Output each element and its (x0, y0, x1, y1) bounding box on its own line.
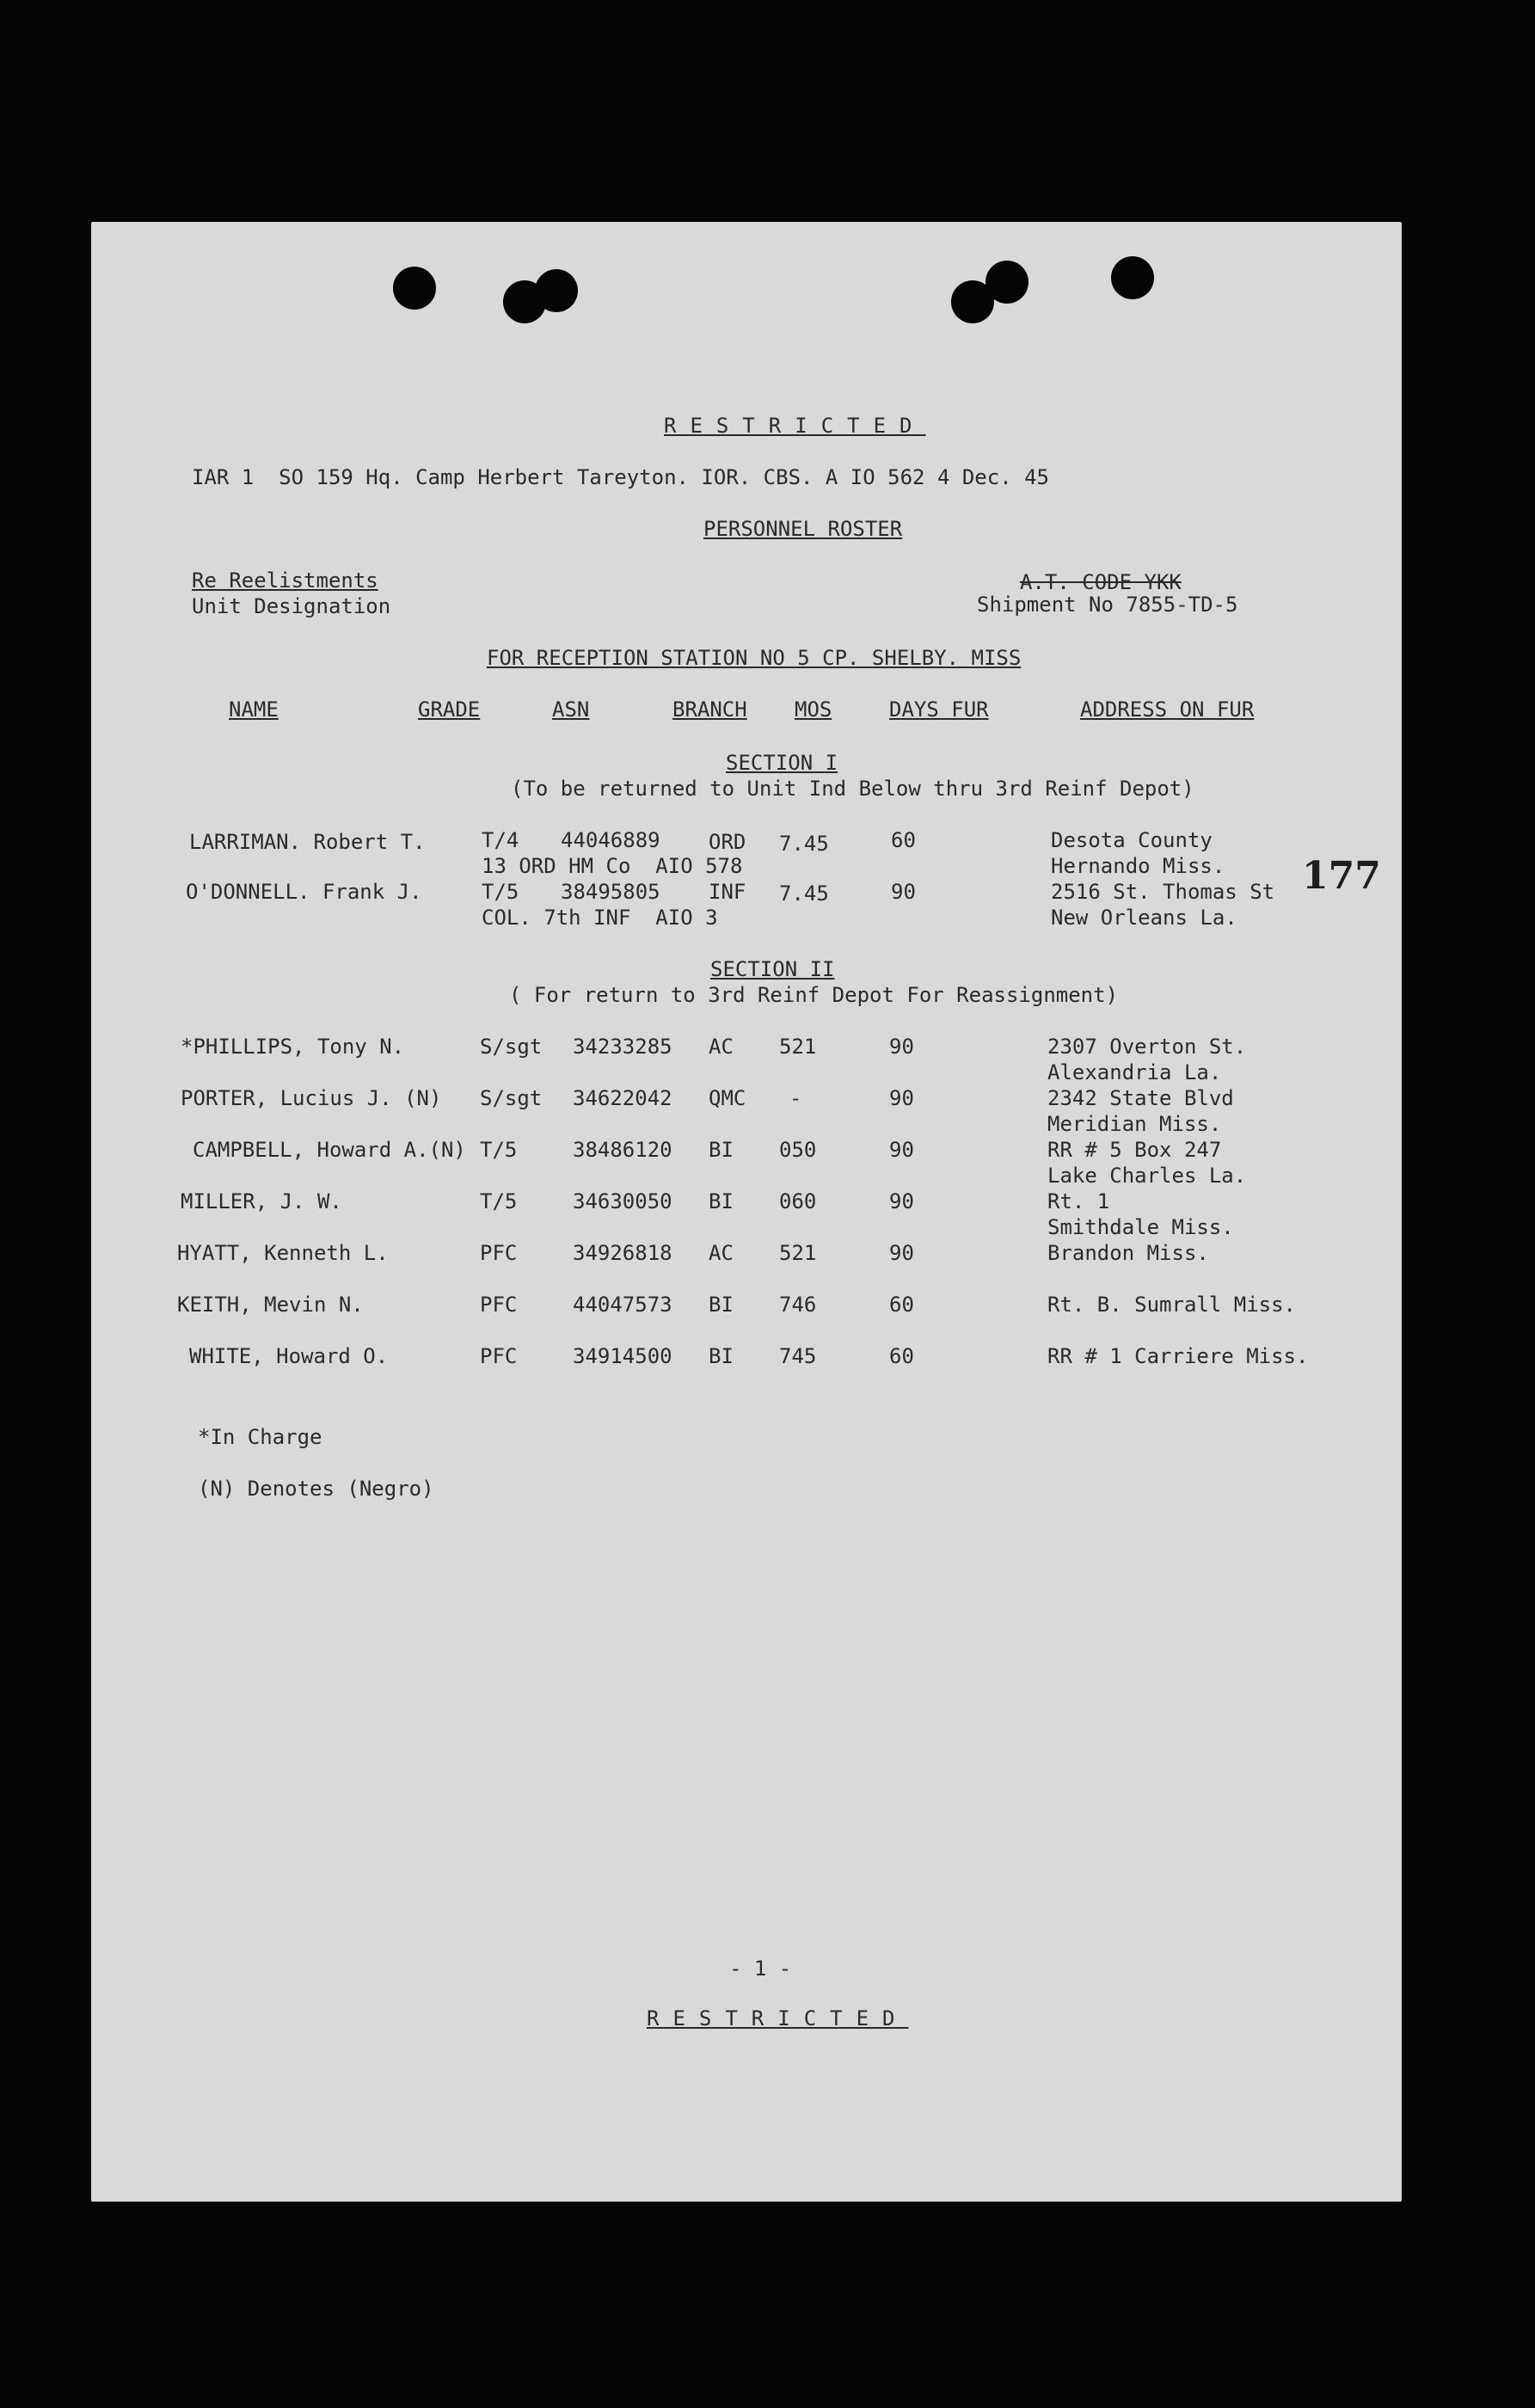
section-2-title: SECTION II (710, 957, 835, 981)
table-row-name: WHITE, Howard O. (189, 1344, 389, 1368)
table-row-address-2: Smithdale Miss. (1047, 1215, 1234, 1239)
classification-footer: RESTRICTED (647, 2006, 909, 2030)
table-row-days: 90 (891, 880, 916, 904)
table-row-asn: 38495805 (561, 880, 660, 904)
table-row-grade: S/sgt (480, 1035, 543, 1059)
table-row-asn: 34914500 (573, 1344, 672, 1368)
column-header-mos: MOS (795, 697, 832, 722)
code-line: A.T. CODE YKK (1020, 570, 1182, 594)
table-row-branch: BI (709, 1293, 734, 1317)
punch-hole (393, 267, 436, 310)
table-row-days: 90 (889, 1241, 914, 1265)
table-row-mos: 746 (779, 1293, 817, 1317)
table-row-branch: QMC (709, 1086, 746, 1110)
in-charge-note: *In Charge (198, 1425, 322, 1449)
table-row-days: 90 (889, 1189, 914, 1213)
classification-header: RESTRICTED (664, 414, 926, 438)
table-row-branch: ORD (709, 830, 746, 854)
table-row-name: CAMPBELL, Howard A.(N) (193, 1138, 466, 1162)
punch-hole (535, 269, 578, 312)
table-row-name: LARRIMAN. Robert T. (189, 830, 426, 854)
table-row-grade: T/5 (480, 1189, 518, 1213)
table-row-address-1: RR # 5 Box 247 (1047, 1138, 1222, 1162)
table-row-days: 60 (889, 1344, 914, 1368)
table-row-days: 90 (889, 1035, 914, 1059)
section-1-subtitle: (To be returned to Unit Ind Below thru 3rd Reinf Depot) (511, 777, 1194, 801)
unit-designation-label: Unit Designation (192, 594, 391, 618)
table-row-address-1: Rt. B. Sumrall Miss. (1047, 1293, 1296, 1317)
table-row-name: MILLER, J. W. (181, 1189, 342, 1213)
table-row-days: 90 (889, 1086, 914, 1110)
table-row-mos: - (789, 1086, 802, 1110)
table-row-branch: AC (709, 1035, 734, 1059)
table-row-unit: 13 ORD HM Co AIO 578 (482, 854, 743, 878)
table-row-grade: S/sgt (480, 1086, 543, 1110)
table-row-asn: 44047573 (573, 1293, 672, 1317)
table-row-mos: 7.45 (779, 882, 829, 906)
table-row-name: HYATT, Kenneth L. (177, 1241, 389, 1265)
order-line: IAR 1 SO 159 Hq. Camp Herbert Tareyton. IOR. CBS. A IO 562 4 Dec. 45 (192, 465, 1049, 489)
table-row-address-1: RR # 1 Carriere Miss. (1047, 1344, 1309, 1368)
section-1-title: SECTION I (726, 751, 838, 775)
table-row-branch: BI (709, 1189, 734, 1213)
punch-hole (1111, 256, 1154, 299)
table-row-branch: BI (709, 1344, 734, 1368)
table-row-address-1: Brandon Miss. (1047, 1241, 1209, 1265)
table-row-unit: COL. 7th INF AIO 3 (482, 906, 718, 930)
column-header-days-fur: DAYS FUR (889, 697, 989, 722)
table-row-mos: 050 (779, 1138, 817, 1162)
reenlistments-label: Re Reelistments (192, 568, 378, 593)
table-row-asn: 38486120 (573, 1138, 672, 1162)
table-row-asn: 34630050 (573, 1189, 672, 1213)
table-row-address-1: 2342 State Blvd (1047, 1086, 1234, 1110)
column-header-branch: BRANCH (672, 697, 747, 722)
column-header-grade: GRADE (418, 697, 481, 722)
punch-hole (985, 261, 1028, 304)
shipment-line: Shipment No 7855-TD-5 (977, 593, 1238, 617)
table-row-address-1: 2516 St. Thomas St (1051, 880, 1275, 904)
table-row-grade: T/5 (480, 1138, 518, 1162)
table-row-grade: PFC (480, 1344, 518, 1368)
table-row-branch: BI (709, 1138, 734, 1162)
table-row-days: 90 (889, 1138, 914, 1162)
table-row-name: KEITH, Mevin N. (177, 1293, 364, 1317)
table-row-asn: 34926818 (573, 1241, 672, 1265)
column-header-name: NAME (229, 697, 279, 722)
table-row-grade: T/4 (482, 828, 519, 852)
table-row-address-1: Desota County (1051, 828, 1213, 852)
table-row-address-2: Meridian Miss. (1047, 1112, 1222, 1136)
table-row-name: PORTER, Lucius J. (N) (181, 1086, 442, 1110)
table-row-grade: PFC (480, 1241, 518, 1265)
table-row-grade: T/5 (482, 880, 519, 904)
table-row-asn: 34622042 (573, 1086, 672, 1110)
table-row-mos: 521 (779, 1241, 817, 1265)
table-row-days: 60 (891, 828, 916, 852)
roster-title: PERSONNEL ROSTER (703, 517, 903, 541)
table-row-mos: 521 (779, 1035, 817, 1059)
table-row-branch: AC (709, 1241, 734, 1265)
table-row-asn: 34233285 (573, 1035, 672, 1059)
table-row-mos: 745 (779, 1344, 817, 1368)
negro-denotation-note: (N) Denotes (Negro) (198, 1477, 434, 1501)
page-number: - 1 - (729, 1956, 792, 1981)
section-2-subtitle: ( For return to 3rd Reinf Depot For Reassignment) (509, 983, 1119, 1007)
table-row-address-1: 2307 Overton St. (1047, 1035, 1247, 1059)
column-header-asn: ASN (552, 697, 590, 722)
document-page (91, 222, 1402, 2202)
table-row-days: 60 (889, 1293, 914, 1317)
column-header-address: ADDRESS ON FUR (1080, 697, 1255, 722)
table-row-grade: PFC (480, 1293, 518, 1317)
table-row-address-1: Rt. 1 (1047, 1189, 1110, 1213)
handwritten-page-number: 177 (1302, 854, 1381, 898)
table-row-asn: 44046889 (561, 828, 660, 852)
table-row-mos: 060 (779, 1189, 817, 1213)
table-row-branch: INF (709, 880, 746, 904)
table-row-address-2: Alexandria La. (1047, 1060, 1222, 1084)
table-row-mos: 7.45 (779, 832, 829, 856)
table-row-name: *PHILLIPS, Tony N. (181, 1035, 405, 1059)
reception-station: FOR RECEPTION STATION NO 5 CP. SHELBY. MISS (487, 646, 1022, 670)
table-row-address-2: Hernando Miss. (1051, 854, 1225, 878)
table-row-address-2: New Orleans La. (1051, 906, 1237, 930)
table-row-address-2: Lake Charles La. (1047, 1164, 1247, 1188)
table-row-name: O'DONNELL. Frank J. (186, 880, 422, 904)
